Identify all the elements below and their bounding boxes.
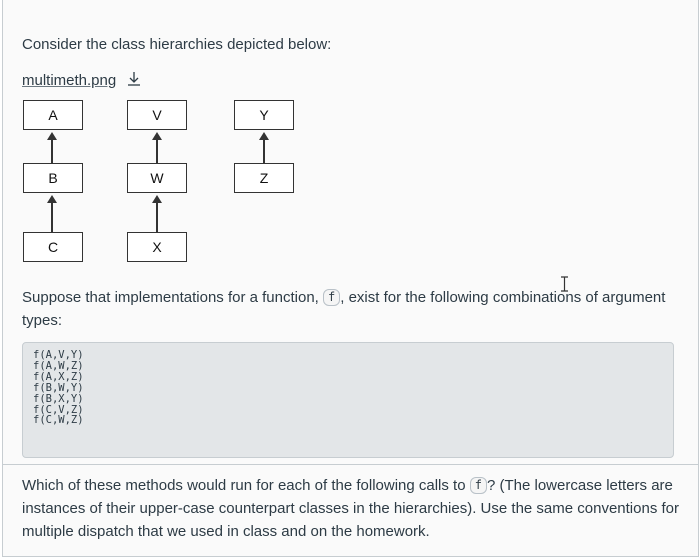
code-line: f(B,W,Y)	[33, 381, 84, 394]
section-divider	[2, 464, 699, 465]
code-block[interactable]	[22, 342, 674, 458]
para3-text-end: ? (The lowercase letters are instances of their upper-case counterpart classes in the hierarchies). Use the same conventions for multiple dispatch that we used in class and on the homework.	[22, 477, 679, 540]
code-line: f(C,W,Z)	[33, 414, 84, 427]
class-node-c: C	[23, 232, 83, 262]
calls-paragraph	[22, 474, 682, 543]
function-name-code: f	[470, 477, 487, 494]
implementations-paragraph	[22, 286, 672, 332]
code-line: f(A,X,Z)	[33, 370, 84, 383]
inheritance-arrow	[51, 202, 53, 232]
class-node-y: Y	[234, 100, 294, 130]
para2-text-end: , exist for the following combinations of argument types:	[22, 289, 666, 329]
question-intro: Consider the class hierarchies depicted below:	[22, 36, 332, 53]
inheritance-arrow	[51, 139, 53, 163]
function-name-code: f	[323, 289, 340, 306]
class-hierarchy-diagram	[20, 98, 310, 273]
inheritance-arrow	[156, 139, 158, 163]
class-node-w: W	[127, 163, 187, 193]
code-line: f(B,X,Y)	[33, 392, 84, 405]
class-node-a: A	[23, 100, 83, 130]
download-icon[interactable]	[126, 70, 142, 88]
para3-text-start: Which of these methods would run for each of the following calls to	[22, 477, 466, 494]
code-line: f(A,W,Z)	[33, 359, 84, 372]
inheritance-arrow	[263, 139, 265, 163]
class-node-b: B	[23, 163, 83, 193]
para2-text-start: Suppose that implementations for a function,	[22, 289, 319, 306]
attachment-link[interactable]: multimeth.png	[22, 72, 117, 89]
class-node-z: Z	[234, 163, 294, 193]
class-node-x: X	[127, 232, 187, 262]
inheritance-arrow	[156, 202, 158, 232]
code-line: f(A,V,Y)	[33, 349, 84, 361]
class-node-v: V	[127, 100, 187, 130]
code-line: f(C,V,Z)	[33, 403, 84, 416]
